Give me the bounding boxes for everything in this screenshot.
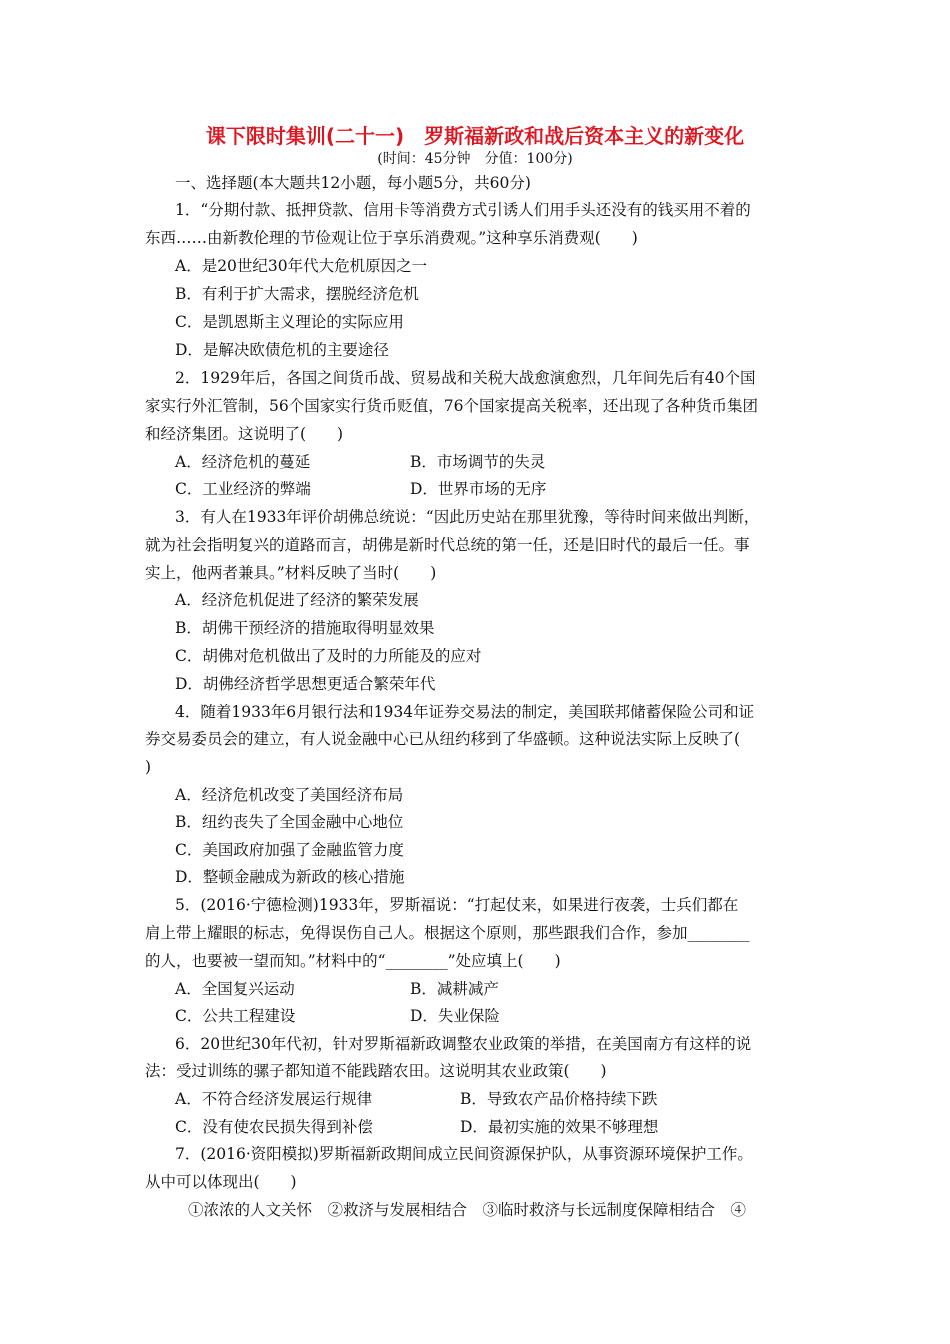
page-title: 课下限时集训(二十一) 罗斯福新政和战后资本主义的新变化 [205,124,745,148]
question-2-option-b: B．市场调节的失灵 [410,453,546,471]
question-1-option-d: D．是解决欧债危机的主要途径 [175,341,389,359]
question-4-option-b: B．纽约丧失了全国金融中心地位 [175,813,404,831]
question-2-text: 2．1929年后，各国之间货币战、贸易战和关税大战愈演愈烈，几年间先后有40个国 [175,369,756,387]
question-5-text: 肩上带上耀眼的标志，免得误伤自己人。根据这个原则，那些跟我们合作，参加________ [145,924,750,942]
exam-info: (时间：45分钟 分值：100分) [377,151,573,167]
section-heading: 一、选择题(本大题共12小题，每小题5分，共60分) [175,174,531,192]
question-1-text: 东西……由新教伦理的节俭观让位于享乐消费观。”这种享乐消费观( ) [145,229,638,247]
question-3-option-b: B．胡佛干预经济的措施取得明显效果 [175,619,435,637]
question-5-option-d: D．失业保险 [410,1007,500,1025]
question-5-text: 的人，也要被一望而知。”材料中的“________”处应填上( ) [145,952,561,970]
question-2-option-d: D．世界市场的无序 [410,480,547,498]
question-3-option-d: D．胡佛经济哲学思想更适合繁荣年代 [175,675,436,693]
question-4-option-c: C．美国政府加强了金融监管力度 [175,841,404,859]
question-2-text: 家实行外汇管制，56个国家实行货币贬值，76个国家提高关税率，还出现了各种货币集团 [145,397,758,415]
question-6-option-b: B．导致农产品价格持续下跌 [460,1090,658,1108]
question-5-option-c: C．公共工程建设 [175,1007,296,1025]
question-3-text: 3．有人在1933年评价胡佛总统说：“因此历史站在那里犹豫，等待时间来做出判断， [175,508,760,526]
question-4-option-a: A．经济危机改变了美国经济布局 [175,786,404,804]
question-7-text: 7．(2016·资阳模拟)罗斯福新政期间成立民间资源保护队，从事资源环境保护工作。 [175,1145,753,1163]
question-2-option-a: A．经济危机的蔓延 [175,453,311,471]
question-5-text: 5．(2016·宁德检测)1933年，罗斯福说：“打起仗来，如果进行夜袭，士兵们都在 [175,896,739,914]
question-3-option-c: C．胡佛对危机做出了及时的力所能及的应对 [175,647,482,665]
question-5-option-a: A．全国复兴运动 [175,980,295,998]
question-6-option-d: D．最初实施的效果不够理想 [460,1118,659,1136]
question-4-option-d: D．整顿金融成为新政的核心措施 [175,868,405,886]
question-6-option-c: C．没有使农民损失得到补偿 [175,1118,373,1136]
question-2-text: 和经济集团。这说明了( ) [145,425,344,443]
question-1-option-c: C．是凯恩斯主义理论的实际应用 [175,313,404,331]
question-3-text: 实上，他两者兼具。”材料反映了当时( ) [145,564,437,582]
question-4-text: 券交易委员会的建立，有人说金融中心已从纽约移到了华盛顿。这种说法实际上反映了( [145,730,741,748]
question-1-text: 1．“分期付款、抵押贷款、信用卡等消费方式引诱人们用手头还没有的钱买用不着的 [175,201,751,219]
question-5-option-b: B．减耕减产 [410,980,499,998]
question-6-text: 法：受过训练的骡子都知道不能践踏农田。这说明其农业政策( ) [145,1062,607,1080]
question-6-text: 6．20世纪30年代初，针对罗斯福新政调整农业政策的举措，在美国南方有这样的说 [175,1035,752,1053]
question-7-statements: ①浓浓的人文关怀 ②救济与发展相结合 ③临时救济与长远制度保障相结合 ④ [188,1201,747,1219]
question-7-text: 从中可以体现出( ) [145,1173,297,1191]
question-3-text: 就为社会指明复兴的道路而言，胡佛是新时代总统的第一任，还是旧时代的最后一任。事 [145,536,750,554]
question-4-text: ) [145,758,152,776]
question-4-text: 4．随着1933年6月银行法和1934年证券交易法的制定，美国联邦储蓄保险公司和证 [175,703,755,721]
question-6-option-a: A．不符合经济发展运行规律 [175,1090,373,1108]
question-1-option-b: B．有利于扩大需求，摆脱经济危机 [175,285,419,303]
question-1-option-a: A．是20世纪30年代大危机原因之一 [175,257,428,275]
question-2-option-c: C．工业经济的弊端 [175,480,311,498]
question-3-option-a: A．经济危机促进了经济的繁荣发展 [175,591,419,609]
